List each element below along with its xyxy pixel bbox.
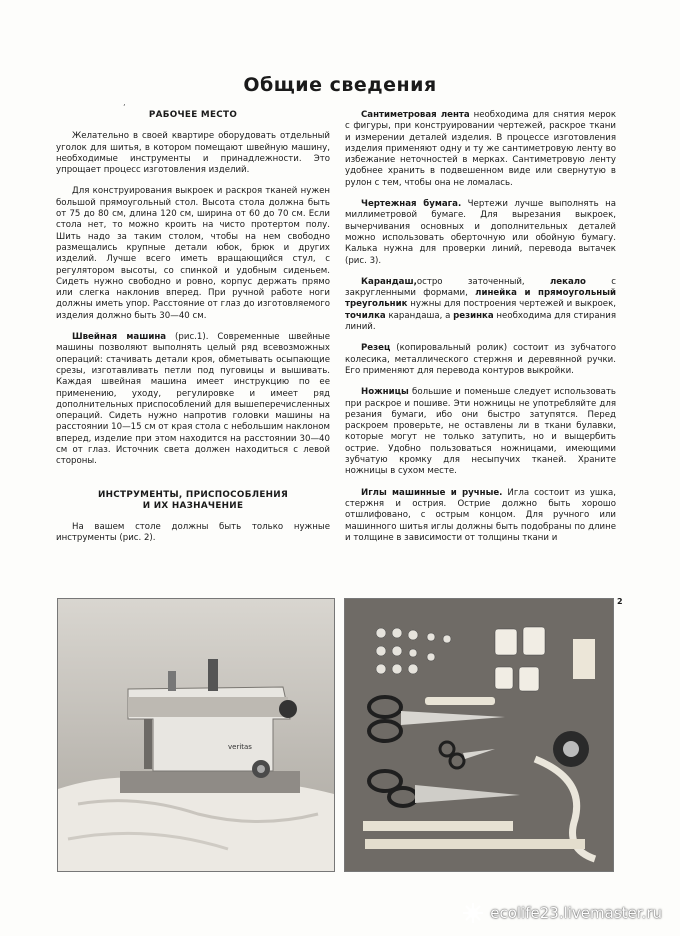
term: лекало [550,276,586,287]
paragraph-text: Игла состоит из ушка, стержня и острия. Острие должно быть хорошо отшлифовано, с острым концом. Для ручного или машинного шитья иглы должны быть подобраны по длине и толщине в зависимости от толщины ткани и [345,487,616,543]
watermark-text: ecolife23.livemaster.ru [490,904,662,922]
term: Иглы машинные и ручные. [361,487,503,498]
paragraph-text: (копировальный ролик) состоит из зубчатого колесика, металлического стержня и деревянной ручки. Его применяют для перевода контуров выкройки. [345,343,616,376]
paragraph-needles [345,488,616,544]
sewing-tools-photo [344,598,614,872]
heading-line-1: ИНСТРУМЕНТЫ, ПРИСПОСОБЛЕНИЯ [97,489,289,500]
term: резинка [453,310,494,321]
sewing-machine-photo [57,598,335,872]
paragraph-text: (рис.1). Современные швейные машины позволяют выполнять целый ряд всевозможных операций: стачивать детали кроя, обметывать осыпающие срезы, изготавливать петли под пуговицы и вышивать. Каждая швейная машина имеет инструкцию по ее применению, уходу, регулировке и имеет ряд дополнительных приспособлений для вышеперечисленных операций. Сидеть нужно напротив головки машины на расстоянии 10—15 см от края стола с небольшим наклоном вперед, изделие при этом находится на расстоянии 30—40 см от глаз. Источник света должен находиться с левой стороны. [56,332,331,467]
paragraph-sewing-machine [56,332,330,468]
term: Карандаш, [361,276,417,287]
paragraph-text: нужны для построения чертежей и выкроек, [407,299,616,310]
term: Чертежная бумага. [361,199,462,210]
paragraph-text: Чертежи лучше выполнять на миллиметровой бумаге. Для вырезания выкроек, вычерчивания основных и дополнительных деталей можно использовать оберточную или обойную бумагу. Калька нужна для проверки линий, перевода вытачек (рис. 3). [345,199,616,266]
paragraph-text: большие и поменьше следует использовать при раскрое и пошиве. Эти ножницы не употребляйте для резания бумаги, ибо они быстро затупятся. Перед раскроем проверьте, не оставлены ли в ткани булавки, которые могут не только затупить, но и выщербить острие. Удобно пользоваться ножницами, имеющими зубчатую кромку для несыпучих тканей. Храните ножницы в сухом месте. [345,387,616,477]
paragraph-text: необходима для снятия мерок с фигуры, при конструировании чертежей, раскрое ткани и измерении деталей изделия. В процессе изготовления изделия применяют одну и ту же сантиметровую ленту во избежание неточностей в мерках. Сантиметровую ленту удобнее хранить в подвешенном виде или свернутую в рулон с тем, чтобы она не ломалась. [345,110,617,188]
heading-line-2: И ИХ НАЗНАЧЕНИЕ [142,500,244,511]
margin-mark: ‚ [123,98,126,107]
term: Ножницы [361,387,409,398]
term: линейка и прямоугольный треугольник [345,288,617,310]
paragraph-text: с закругленными формами, [345,276,616,299]
term: точилка [345,310,386,321]
paragraph-tape [345,110,616,189]
term: Резец [361,343,391,354]
page-number: 2 [617,597,623,606]
watermark [462,902,662,924]
snowflake-logo-icon [462,902,484,924]
section-heading-workplace: РАБОЧЕЕ МЕСТО [148,110,238,120]
page-title: Общие сведения [243,74,437,96]
paragraph-text: необходима для стирания линий. [345,310,616,333]
paragraph-paper [345,199,616,267]
paragraph: На вашем столе должны быть только нужные инструменты (рис. 2). [56,521,330,543]
paragraph-text: остро заточенный, [416,276,550,287]
paragraph-cutter [345,343,616,377]
paragraph-text: карандаша, а [385,310,454,321]
paragraph-pencil [345,277,616,333]
sewing-machine-illustration [58,599,334,871]
left-column [56,110,330,554]
right-column [345,110,616,554]
paragraph: Желательно в своей квартире оборудовать отдельный уголок для шитья, в котором помещают швейную машину, необходимые инструменты и принадлежности. Это упрощает процесс изготовления изделий. [56,131,330,176]
tools-illustration [345,599,613,871]
term: Сантиметровая лента [361,110,470,120]
machine-brand-label: veritas [228,743,252,751]
paragraph: Для конструирования выкроек и раскроя тканей нужен большой прямоугольный стол. Высота стола должна быть от 75 до 80 см, длина 120 см, ширина от 60 до 70 см. Если стола нет, то можно кроить на чисто протертом полу. Шить надо за таким столом, чтобы на нем свободно размещались крупные детали юбок, брюк и других изделий. Лучше всего иметь вращающийся стул, с регулятором высоты, со спинкой и удобным сиденьем. Сидеть нужно свободно и ровно, корпус держать прямо или слегка наклонив вперед. При ручной работе ноги должны иметь упор. Расстояние от глаз до изготовляемого изделия должно быть 30—40 см. [56,186,330,321]
section-heading-tools [56,490,330,512]
term-sewing-machine: Швейная машина [72,332,167,343]
paragraph-scissors [345,387,616,477]
